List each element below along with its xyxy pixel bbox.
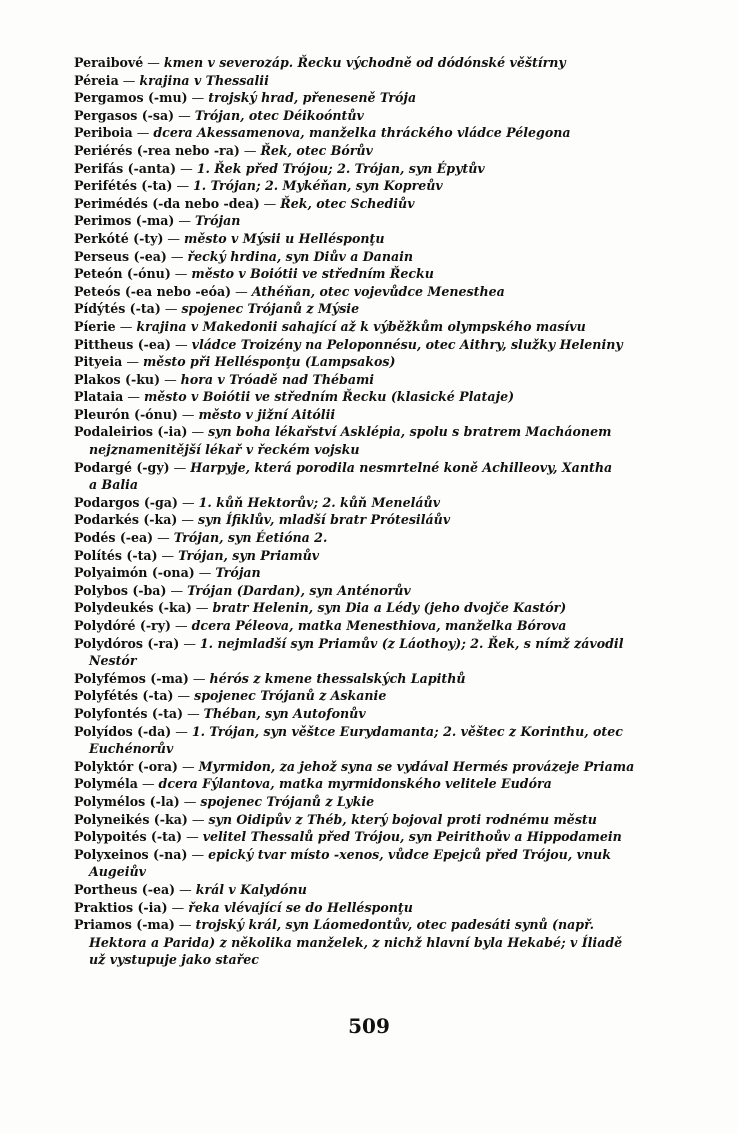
entry-definition: Théban, syn Autofonův [203,705,366,721]
dictionary-entry [74,248,702,266]
entry-headword: Pityeia [74,354,123,370]
entry-definition: Trójan, syn Éetióna 2. [173,530,328,546]
entry-dash: — [175,723,188,739]
entry-headword: Pleurón (-ónu) [74,406,178,422]
entry-dash: — [198,565,212,581]
entry-definition: epický tvar místo -xenos, vůdce Epejců před Trójou, vnuk [208,846,611,862]
entry-headword: Plakos (-ku) [74,371,161,387]
entry-dash: — [164,301,178,317]
entry-dash: — [175,336,188,352]
dictionary-entry [74,617,702,635]
dictionary-entry [74,547,702,565]
entry-headword: Periérés (-rea nebo -ra) [74,142,240,158]
entry-continuation [74,863,702,881]
entry-definition: řecký hrdina, syn Diův a Danain [187,248,414,264]
dictionary-entry [74,459,702,477]
entry-dash: — [176,178,190,194]
entry-definition: Řek, otec Bórův [260,142,373,158]
entry-dash: — [181,406,195,422]
entry-headword: Polyfémos (-ma) [74,670,189,686]
entry-headword: Pittheus (-ea) [74,336,172,352]
entry-definition: spojenec Trójanů z Askanie [194,688,387,704]
entry-headword: Polítés (-ta) [74,547,158,563]
entry-headword: Periboia [74,125,133,141]
entry-headword: Píerie [74,318,116,334]
entry-headword: Polyaimón (-ona) [74,565,195,581]
entry-headword: Podarkés (-ka) [74,512,178,528]
dictionary-entry [74,423,702,441]
entry-headword: Perimos (-ma) [74,213,175,229]
dictionary-entry [74,494,702,512]
entry-dash: — [164,371,177,387]
dictionary-entry [74,564,702,582]
entry-dash: — [170,582,184,598]
entry-definition: krajina v Makedonii sahající až k výběžkům olympského masívu [136,318,586,334]
entry-dash: — [195,600,209,616]
entry-dash: — [263,195,277,211]
dictionary-entry [74,283,702,301]
entry-definition-continued: Euchénorův [89,741,174,757]
entry-dash: — [181,758,195,774]
entry-definition: město v jižní Aitólii [198,406,336,422]
entry-definition: Trójan, otec Déikoóntův [194,107,364,123]
entry-definition: hora v Tróadě nad Thébami [180,371,375,387]
entry-dash: — [119,318,133,334]
entry-headword: Polydóros (-ra) [74,635,180,651]
entry-headword: Podaleirios (-ia) [74,424,188,440]
entry-list [74,54,702,969]
dictionary-entry [74,371,702,389]
dictionary-entry [74,336,702,354]
dictionary-entry [74,318,702,336]
entry-dash: — [173,459,187,475]
dictionary-entry [74,72,702,90]
entry-dash: — [183,793,197,809]
dictionary-entry [74,899,702,917]
dictionary-entry [74,599,702,617]
dictionary-entry [74,846,702,864]
entry-headword: Podargos (-ga) [74,494,178,510]
entry-dash: — [179,881,192,897]
dictionary-entry [74,511,702,529]
dictionary-entry [74,775,702,793]
entry-headword: Polyméla [74,776,138,792]
dictionary-entry [74,916,702,934]
dictionary-entry [74,212,702,230]
entry-dash: — [191,811,205,827]
dictionary-entry [74,195,702,213]
entry-headword: Perifás (-anta) [74,160,177,176]
entry-definition: spojenec Trójanů z Mýsie [181,301,360,317]
dictionary-entry [74,300,702,318]
entry-definition: krajina v Thessalii [139,72,269,88]
entry-headword: Peteós (-ea nebo -eóa) [74,283,232,299]
entry-dash: — [174,266,188,282]
entry-dash: — [170,248,184,264]
entry-headword: Péreia [74,72,119,88]
entry-definition-continued: a Balia [89,477,139,493]
entry-definition-continued: Nestór [89,653,137,669]
entry-definition: Trójan [195,213,241,229]
dictionary-entry [74,723,702,741]
dictionary-entry [74,811,702,829]
entry-definition: dcera Fýlantova, matka myrmidonského velitele Eudóra [158,776,552,792]
entry-headword: Polypoités (-ta) [74,829,183,845]
entry-definition: město v Boiótii ve středním Řecku [191,266,434,282]
dictionary-entry [74,107,702,125]
entry-continuation [74,652,702,670]
entry-dash: — [191,846,205,862]
entry-dash: — [141,776,155,792]
entry-definition: 1. Řek před Trójou; 2. Trójan, syn Épytův [196,160,485,176]
entry-definition: město v Mýsii u Hellésponţu [184,230,385,246]
dictionary-entry [74,635,702,653]
entry-headword: Portheus (-ea) [74,881,176,897]
entry-dash: — [122,72,136,88]
entry-dash: — [126,354,139,370]
entry-headword: Podés (-ea) [74,530,154,546]
entry-definition: hérós z kmene thessalských Lapithů [209,670,466,686]
entry-definition: 1. kůň Hektorův; 2. kůň Meneláův [198,494,441,510]
entry-definition: bratr Helenin, syn Dia a Lédy (jeho dvojče Kastór) [212,600,567,616]
entry-definition: Řek, otec Schediův [280,195,415,211]
entry-headword: Peteón (-ónu) [74,266,171,282]
entry-headword: Polydóré (-ry) [74,618,171,633]
entry-definition: Trójan [215,565,261,581]
entry-definition: trojský král, syn Láomedontův, otec padesáti synů (např. [195,917,594,933]
entry-headword: Polyktór (-ora) [74,758,178,774]
entry-definition: vládce Troizény na Peloponnésu, otec Aithry, služky Heleniny [191,336,623,352]
dictionary-entry [74,89,702,107]
entry-dash: — [177,688,191,704]
entry-headword: Polybos (-ba) [74,582,167,598]
dictionary-entry [74,230,702,248]
entry-definition: dcera Akessamenova, manželka thráckého vládce Pélegona [153,125,571,141]
entry-definition: velitel Thessalů před Trójou, syn Peirithoův a Hippodamein [202,829,622,845]
dictionary-entry [74,160,702,178]
entry-headword: Polyxeinos (-na) [74,846,188,862]
entry-dash: — [181,512,194,528]
dictionary-entry [74,124,702,142]
entry-dash: — [171,899,185,915]
entry-dash: — [187,705,200,721]
entry-definition: město při Hellésponţu (Lampsakos) [142,354,396,370]
entry-definition: město v Boiótii ve středním Řecku (klasické Plataje) [143,389,515,405]
entry-continuation [74,476,702,494]
entry-headword: Priamos (-ma) [74,917,175,933]
entry-definition: řeka vlévající se do Hellésponţu [188,899,413,915]
dictionary-entry [74,758,702,776]
entry-headword: Praktios (-ia) [74,899,168,915]
dictionary-entry [74,705,702,723]
entry-headword: Polymélos (-la) [74,793,180,809]
entry-definition: kmen v severozáp. Řecku východně od dódónské věštírny [163,55,566,70]
entry-dash: — [127,389,140,405]
entry-definition-continued: nejznamenitější lékař v řeckém vojsku [89,442,360,458]
entry-headword: Polyfétés (-ta) [74,688,174,704]
entry-definition: král v Kalydónu [195,881,307,897]
dictionary-entry [74,582,702,600]
entry-definition: syn Ífiklův, mladší bratr Prótesiláův [198,512,451,528]
entry-dash: — [191,424,205,440]
entry-continuation [74,441,702,459]
dictionary-entry [74,406,702,424]
entry-headword: Pídýtés (-ta) [74,301,161,317]
entry-definition: syn boha lékařství Asklépia, spolu s bratrem Macháonem [208,424,612,440]
entry-continuation [74,934,702,952]
entry-headword: Peraibové [74,55,144,70]
entry-headword: Podargé (-gy) [74,459,170,475]
dictionary-entry [74,177,702,195]
entry-definition-continued: Augeiův [89,864,147,880]
entry-headword: Polydeukés (-ka) [74,600,192,616]
entry-definition: Myrmidon, za jehož syna se vydával Hermés provázeje Priama [198,758,635,774]
entry-headword: Perifétés (-ta) [74,178,173,194]
entry-dash: — [178,213,192,229]
entry-dash: — [192,670,206,686]
entry-definition: trojský hrad, přeneseně Trója [208,90,417,106]
dictionary-entry [74,265,702,283]
entry-dash: — [167,230,181,246]
entry-dash: — [191,90,205,106]
entry-headword: Pergasos (-sa) [74,107,175,123]
entry-headword: Plataia [74,389,124,405]
entry-headword: Perimédés (-da nebo -dea) [74,195,260,211]
dictionary-entry [74,828,702,846]
entry-headword: Perkóté (-ty) [74,230,164,246]
entry-headword: Polyídos (-da) [74,723,172,739]
dictionary-entry [74,142,702,160]
entry-definition-continued: už vystupuje jako stařec [89,952,259,968]
entry-dash: — [161,547,175,563]
entry-definition: 1. nejmladší syn Priamův (z Láothoy); 2. Řek, s nímž závodil [199,635,624,651]
dictionary-entry [74,353,702,371]
dictionary-entry [74,529,702,547]
entry-definition: 1. Trójan; 2. Mykéňan, syn Kopreův [193,178,443,194]
entry-dash: — [136,125,150,141]
entry-definition: Trójan (Dardan), syn Anténorův [187,582,411,598]
entry-definition: 1. Trójan, syn věštce Eurydamanta; 2. věštec z Korinthu, otec [191,723,623,739]
dictionary-entry [74,793,702,811]
entry-dash: — [174,618,188,633]
entry-headword: Polyneikés (-ka) [74,811,188,827]
entry-definition: Athéňan, otec vojevůdce Menesthea [251,283,505,299]
entry-dash: — [235,283,248,299]
entry-continuation [74,740,702,758]
entry-dash: — [181,494,195,510]
entry-dash: — [178,107,191,123]
entry-continuation [74,951,702,969]
entry-dash: — [243,142,257,158]
entry-dash: — [157,530,170,546]
entry-definition: Harpyje, která porodila nesmrtelné koně Achilleovy, Xantha [190,459,613,475]
entry-definition: Trójan, syn Priamův [178,547,320,563]
entry-definition: syn Oidipův z Théb, který bojoval proti rodnému městu [208,811,597,827]
dictionary-entry [74,388,702,406]
dictionary-entry [74,687,702,705]
entry-dash: — [178,917,192,933]
entry-definition-continued: Hektora a Parida) z několika manželek, z nichž hlavní byla Hekabé; v Íliadě [89,934,623,950]
entry-dash: — [147,55,160,70]
entry-definition: dcera Péleova, matka Menesthiova, manželka Bórova [191,618,567,633]
dictionary-entry [74,881,702,899]
dictionary-entry [74,670,702,688]
dictionary-entry [74,54,702,72]
entry-headword: Perseus (-ea) [74,248,167,264]
entry-dash: — [186,829,199,845]
entry-definition: spojenec Trójanů z Lykie [200,793,375,809]
page-number: 509 [348,1014,390,1038]
entry-dash: — [180,160,193,176]
entry-dash: — [183,635,196,651]
entry-headword: Pergamos (-mu) [74,90,188,106]
entry-headword: Polyfontés (-ta) [74,705,184,721]
